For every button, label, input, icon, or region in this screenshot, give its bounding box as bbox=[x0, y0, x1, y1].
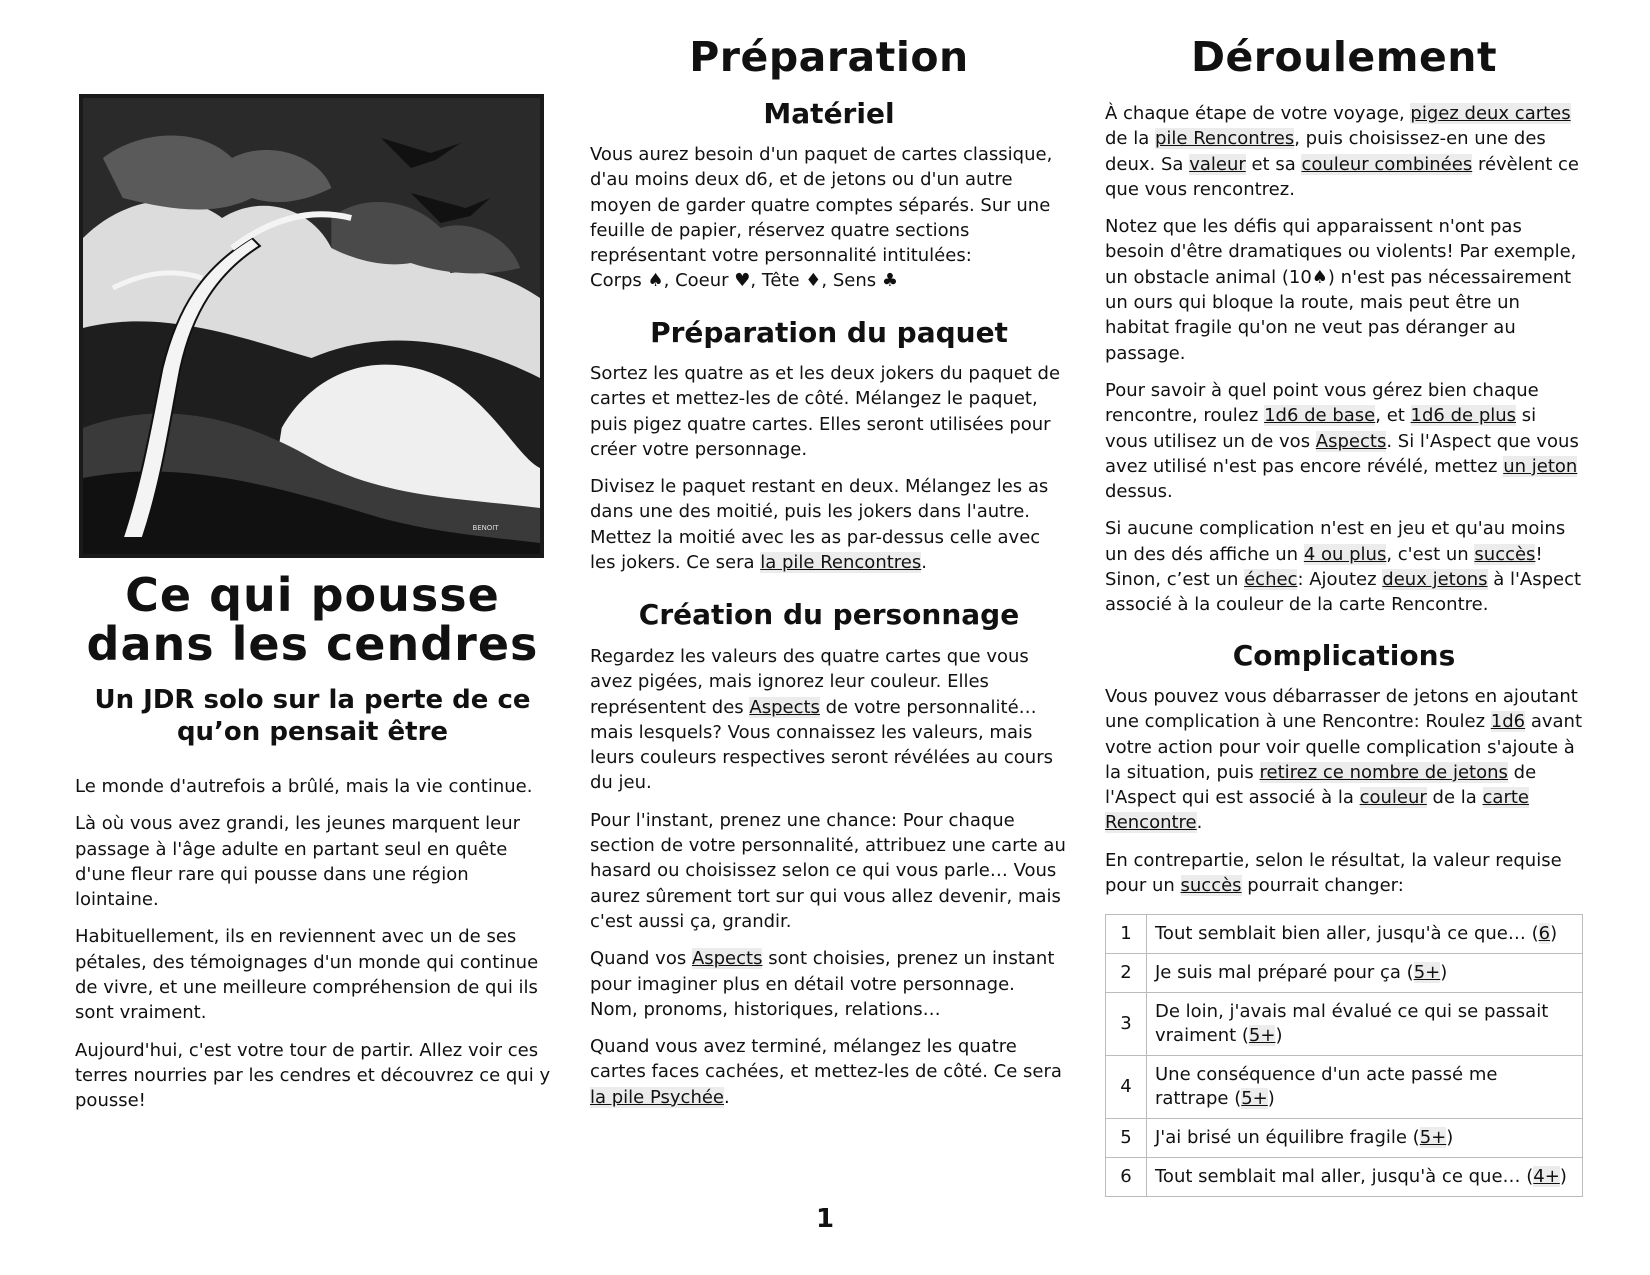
heading-preparation: Préparation bbox=[689, 33, 969, 81]
complication-text: De loin, j'avais mal évalué ce qui se passait vraiment (5+) bbox=[1147, 993, 1583, 1056]
heading-deroulement: Déroulement bbox=[1190, 33, 1498, 81]
creation-paragraph: Regardez les valeurs des quatre cartes que vous avez pigées, mais ignorez leur couleur. Elles représentent des Aspects de votre personnalité… mais lesquels? Vous connaissez les valeurs, mais leurs couleurs respectives seront révélées au cours du jeu. bbox=[590, 646, 1053, 794]
roll-number: 5 bbox=[1106, 1119, 1147, 1158]
deroulement-paragraph: Notez que les défis qui apparaissent n'ont pas besoin d'être dramatiques ou violents! Par exemple, un obstacle animal (10♠) n'est pas nécessairement un ours qui bloque la route, mais peut être un habitat fragile qu'on ne veut pas déranger au passage. bbox=[1105, 216, 1577, 364]
intro-paragraph: Aujourd'hui, c'est votre tour de partir. Allez voir ces terres nourries par les cendres et découvrez ce qui y pousse! bbox=[75, 1039, 551, 1112]
paquet-section bbox=[590, 361, 1068, 587]
paquet-paragraph: Divisez le paquet restant en deux. Mélangez les as dans une des moitié, puis les jokers dans l'autre. Mettez la moitié avec les as par-dessus celle avec les jokers. Ce sera la pile Rencontres. bbox=[590, 476, 1049, 574]
roll-number: 3 bbox=[1106, 993, 1147, 1056]
complications-table bbox=[1105, 914, 1583, 1197]
table-row bbox=[1106, 993, 1583, 1056]
roll-number: 2 bbox=[1106, 954, 1147, 993]
complications-paragraph: Vous pouvez vous débarrasser de jetons en ajoutant une complication à une Rencontre: Roulez 1d6 avant votre action pour voir quelle complication s'ajoute à la situation, puis retirez ce nombre de jetons de l'Aspect qui est associé à la couleur de la carte Rencontre. bbox=[1105, 686, 1583, 834]
term-pile-psychee: la pile Psychée bbox=[590, 1086, 724, 1108]
roll-number: 1 bbox=[1106, 915, 1147, 954]
document-title: Ce qui pousse dans les cendres bbox=[86, 568, 539, 671]
heading-complications: Complications bbox=[1232, 639, 1456, 672]
materiel-paragraph: Vous aurez besoin d'un paquet de cartes classique, d'au moins deux d6, et de jetons ou d'un autre moyen de garder quatre comptes séparés. Sur une feuille de papier, réservez quatre sections représentant votre personnalité intitulées: Corps ♠, Coeur ♥, Tête ♦, Sens ♣ bbox=[590, 144, 1053, 292]
heading-creation-personnage: Création du personnage bbox=[638, 598, 1020, 631]
materiel-section bbox=[590, 142, 1068, 306]
term-aspects: Aspects bbox=[749, 696, 820, 718]
roll-number: 4 bbox=[1106, 1056, 1147, 1119]
document-subtitle: Un JDR solo sur la perte de ce qu’on pensait être bbox=[94, 685, 531, 747]
page-number: 1 bbox=[815, 1204, 835, 1234]
complications-section bbox=[1105, 684, 1583, 910]
creation-paragraph: Quand vos Aspects sont choisies, prenez un instant pour imaginer plus en détail votre personnage. Nom, pronoms, historiques, relations… bbox=[590, 948, 1055, 1020]
deroulement-paragraph: Pour savoir à quel point vous gérez bien chaque rencontre, roulez 1d6 de base, et 1d6 de plus si vous utilisez un de vos Aspects. Si l'Aspect que vous avez utilisé n'est pas encore révélé, mettez un jeton dessus. bbox=[1105, 379, 1579, 503]
deroulement-paragraph: Si aucune complication n'est en jeu et qu'au moins un des dés affiche un 4 ou plus, c'est un succès! Sinon, c’est un échec: Ajoutez deux jetons à l'Aspect associé à la couleur de la carte Rencontre. bbox=[1105, 518, 1582, 616]
complication-text: Tout semblait bien aller, jusqu'à ce que… (6) bbox=[1147, 915, 1583, 954]
deroulement-paragraph: À chaque étape de votre voyage, pigez deux cartes de la pile Rencontres, puis choisissez-en une des deux. Sa valeur et sa couleur combinées révèlent ce que vous rencontrez. bbox=[1105, 103, 1579, 200]
roll-number: 6 bbox=[1106, 1158, 1147, 1197]
term-pile-rencontres: la pile Rencontres bbox=[760, 552, 922, 574]
suits-list: Corps ♠, Coeur ♥, Tête ♦, Sens ♣ bbox=[590, 270, 898, 292]
table-row bbox=[1106, 915, 1583, 954]
heading-materiel: Matériel bbox=[763, 97, 895, 130]
term-aspects: Aspects bbox=[691, 948, 763, 970]
complication-text: Une conséquence d'un acte passé me rattrape (5+) bbox=[1147, 1056, 1583, 1119]
intro-paragraph: Là où vous avez grandi, les jeunes marquent leur passage à l'âge adulte en partant seul en quête d'une fleur rare qui pousse dans une région lointaine. bbox=[75, 813, 521, 911]
tree-landscape-illustration bbox=[83, 98, 540, 554]
intro-paragraph: Le monde d'autrefois a brûlé, mais la vie continue. bbox=[75, 776, 533, 797]
creation-section bbox=[590, 644, 1068, 1122]
intro-text bbox=[75, 774, 555, 1126]
complication-text: Je suis mal préparé pour ça (5+) bbox=[1147, 954, 1583, 993]
creation-paragraph: Pour l'instant, prenez une chance: Pour chaque section de votre personnalité, attribuez une carte au hasard ou choisissez selon ce qui vous parle… Vous aurez sûrement tort sur qui vous allez devenir, mais c'est aussi ça, grandir. bbox=[590, 809, 1066, 932]
table-row bbox=[1106, 1158, 1583, 1197]
table-row bbox=[1106, 954, 1583, 993]
complications-paragraph: En contrepartie, selon le résultat, la valeur requise pour un succès pourrait changer: bbox=[1105, 849, 1562, 897]
artist-signature: BENOIT bbox=[472, 523, 499, 533]
complication-text: J'ai brisé un équilibre fragile (5+) bbox=[1147, 1119, 1583, 1158]
deroulement-section bbox=[1105, 101, 1583, 630]
table-row bbox=[1106, 1119, 1583, 1158]
heading-preparation-paquet: Préparation du paquet bbox=[650, 316, 1008, 349]
table-row bbox=[1106, 1056, 1583, 1119]
paquet-paragraph: Sortez les quatre as et les deux jokers du paquet de cartes et mettez-les de côté. Mélangez le paquet, puis pigez quatre cartes. Elles seront utilisées pour créer votre personnage. bbox=[590, 363, 1061, 460]
intro-paragraph: Habituellement, ils en reviennent avec un de ses pétales, des témoignages d'un monde qui continue de vivre, et une meilleure compréhension de qui ils sont vraiment. bbox=[75, 926, 539, 1024]
complication-text: Tout semblait mal aller, jusqu'à ce que… (4+) bbox=[1147, 1158, 1583, 1197]
creation-paragraph: Quand vous avez terminé, mélangez les quatre cartes faces cachées, et mettez-les de côté. Ce sera la pile Psychée. bbox=[590, 1036, 1062, 1108]
cover-linocut-illustration bbox=[79, 94, 544, 558]
